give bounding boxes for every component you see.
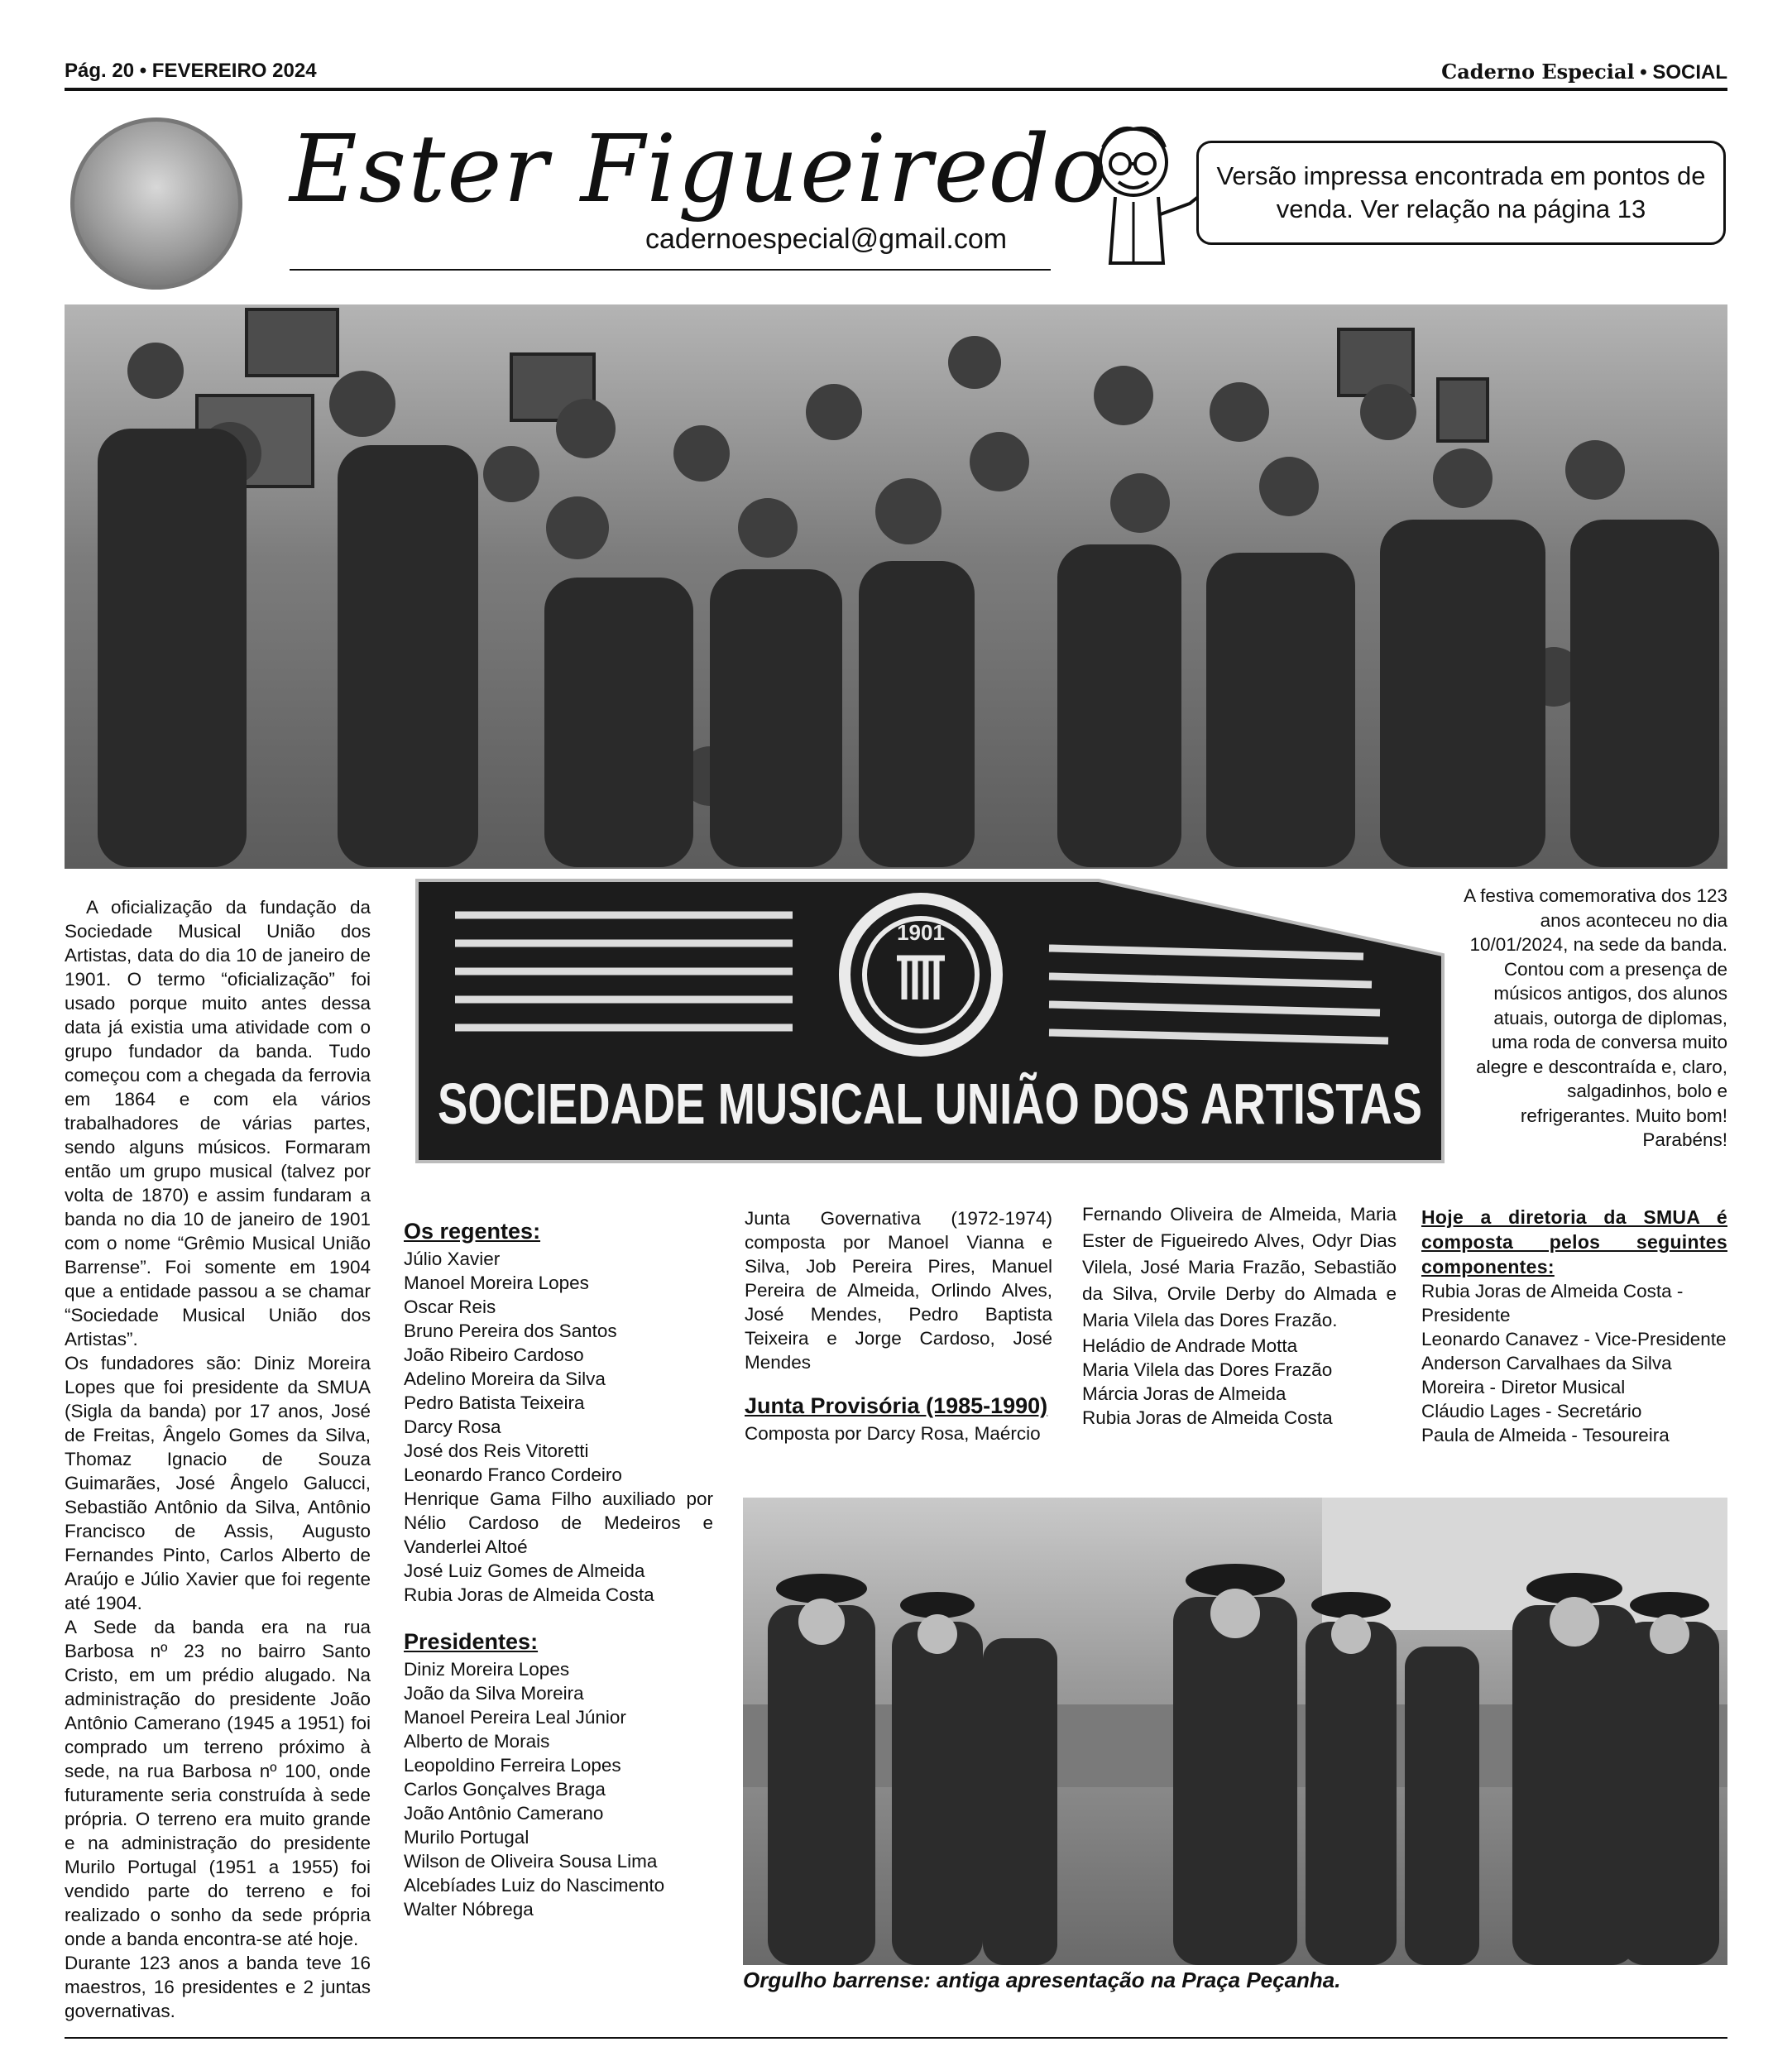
article-paragraph-4: Durante 123 anos a banda teve 16 maestros, 16 presidentes e 2 juntas governativas.	[65, 1953, 371, 2021]
lists-column	[404, 1220, 713, 1921]
page-info: Pág. 20 • FEVEREIRO 2024	[65, 60, 317, 82]
article-paragraph-2: Os fundadores são: Diniz Moreira Lopes que foi presidente da SMUA (Sigla da banda) por 17 anos, José de Freitas, Ângelo Gomes da Silva, Thomaz Ignacio de Souza Guimarães, José Ângelo Galucci, Sebastião Antônio da Silva, Antônio Francisco de Assis, Augusto Fernandes Pinto, Carlos Alberto de Araújo e Júlio Xavier que foi regente até 1904.	[65, 1353, 371, 1613]
columnist-email[interactable]: cadernoespecial@gmail.com	[645, 223, 1008, 255]
diretoria-column	[1421, 1205, 1727, 1447]
list-item: Rubia Joras de Almeida Costa - Presidente	[1421, 1281, 1684, 1325]
junta-governativa-text: Junta Governativa (1972-1974) composta por Manoel Vianna e Silva, Job Pereira Pires, Manuel Pereira de Almeida, Orlindo Alves, José Mendes, Pedro Baptista Teixeira e Jorge Cardoso, José Mendes	[745, 1208, 1052, 1373]
junta-continuation-column	[1082, 1201, 1397, 1430]
list-item: Paula de Almeida - Tesoureira	[1421, 1425, 1670, 1445]
junta-provisoria-members: Fernando Oliveira de Almeida, Maria Ester de Figueiredo Alves, Odyr Dias Vilela, José Maria Frazão, Sebastião da Silva, Orvile Derby do Almada e Maria Vilela das Dores Frazão.	[1082, 1204, 1397, 1330]
list-item: Márcia Joras de Almeida	[1082, 1383, 1287, 1404]
section-label	[1441, 60, 1727, 84]
columnist-rule	[290, 269, 1051, 271]
list-item: Heládio de Andrade Motta	[1082, 1335, 1298, 1356]
presidentes-list	[404, 1657, 713, 1921]
footer-rule	[65, 2037, 1727, 2039]
list-item: João Ribeiro Cardoso	[404, 1345, 584, 1365]
list-item: Manoel Pereira Leal Júnior	[404, 1707, 626, 1728]
list-item: Leopoldino Ferreira Lopes	[404, 1755, 621, 1776]
list-item: Wilson de Oliveira Sousa Lima	[404, 1851, 658, 1872]
list-item: Manoel Moreira Lopes	[404, 1273, 589, 1293]
list-item: Leonardo Franco Cordeiro	[404, 1464, 622, 1485]
junta-provisoria-heading: Junta Provisória (1985-1990)	[745, 1393, 1048, 1418]
list-item: Walter Nóbrega	[404, 1899, 534, 1920]
list-item: Alberto de Morais	[404, 1731, 550, 1752]
list-item: Alcebíades Luiz do Nascimento	[404, 1875, 665, 1896]
list-item: João Antônio Camerano	[404, 1803, 604, 1824]
article-column-1	[65, 895, 371, 2023]
diretoria-list	[1421, 1279, 1727, 1447]
list-item: José dos Reis Vitoretti	[404, 1440, 589, 1461]
list-item: Maria Vilela das Dores Frazão	[1082, 1359, 1333, 1380]
list-item: Carlos Gonçalves Braga	[404, 1779, 606, 1800]
list-item: Cláudio Lages - Secretário	[1421, 1401, 1642, 1421]
header-rule	[65, 88, 1727, 91]
list-item: Pedro Batista Teixeira	[404, 1393, 585, 1413]
list-item: Darcy Rosa	[404, 1416, 501, 1437]
list-item: Murilo Portugal	[404, 1827, 529, 1848]
print-version-callout: Versão impressa encontrada em pontos de venda. Ver relação na página 13	[1196, 141, 1726, 245]
list-item: José Luiz Gomes de Almeida	[404, 1560, 645, 1581]
band-photo-caption: Orgulho barrense: antiga apresentação na Praça Peçanha.	[743, 1968, 1341, 1992]
junta-provisoria-intro: Composta por Darcy Rosa, Maércio	[745, 1423, 1041, 1444]
band-photo	[743, 1498, 1727, 1965]
diretoria-heading: Hoje a diretoria da SMUA é composta pelos seguintes componentes:	[1421, 1206, 1727, 1277]
sign-photo	[412, 875, 1446, 1167]
article-paragraph-1: A oficialização da fundação da Sociedade Musical União dos Artistas, data do dia 10 de janeiro de 1901. O termo “oficialização” foi usado porque muito antes dessa data já existia uma atividade com o grupo fundador da banda. Tudo começou com a chegada da ferrovia em 1864 e com ela vários trabalhadores de várias partes, sendo alguns músicos. Formaram então um grupo musical (talvez por volta de 1870) e assim fundaram a banda no dia 10 de janeiro de 1901 com o nome “Grêmio Musical União Barrense”. Foi somente em 1904 que a entidade passou a se chamar “Sociedade Musical União dos Artistas”.	[65, 897, 371, 1349]
list-item: Júlio Xavier	[404, 1249, 501, 1269]
regentes-list	[404, 1247, 713, 1607]
columnist-portrait	[70, 117, 242, 290]
list-item: Leonardo Canavez - Vice-Presidente	[1421, 1329, 1727, 1349]
list-item: Anderson Carvalhaes da Silva Moreira - Diretor Musical	[1421, 1353, 1672, 1397]
list-item: Henrique Gama Filho auxiliado por Nélio Cardoso de Medeiros e Vanderlei Altoé	[404, 1488, 713, 1557]
group-photo	[65, 304, 1727, 869]
regentes-heading: Os regentes:	[404, 1219, 541, 1244]
juntas-column	[745, 1206, 1052, 1445]
group-photo-shapes	[65, 304, 1727, 869]
presidentes-extra-list	[1082, 1334, 1397, 1430]
presidentes-heading: Presidentes:	[404, 1629, 539, 1654]
sign-year: 1901	[897, 920, 945, 945]
section-name: • SOCIAL	[1640, 61, 1727, 84]
columnist-name: Ester Figueiredo	[290, 116, 1109, 223]
publication-name: Caderno Especial	[1441, 60, 1635, 84]
band-photo-shapes	[743, 1498, 1727, 1965]
mascot-illustration	[1082, 122, 1206, 270]
list-item: João da Silva Moreira	[404, 1683, 584, 1704]
list-item: Adelino Moreira da Silva	[404, 1369, 606, 1389]
article-paragraph-3: A Sede da banda era na rua Barbosa nº 23 no bairro Santo Cristo, em um prédio alugado. Na administração do presidente João Antônio Camerano (1945 a 1951) foi comprado um terreno próximo à sede, na rua Barbosa nº 100, onde futuramente seria construída à sede própria. O terreno era muito grande e na administração do presidente Murilo Portugal (1951 a 1955) foi vendido parte do terreno e foi realizado o sonho da sede própria onde a banda encontra-se até hoje.	[65, 1617, 371, 1949]
list-item: Diniz Moreira Lopes	[404, 1659, 570, 1680]
party-caption: A festiva comemorativa dos 123 anos aconteceu no dia 10/01/2024, na sede da banda. Contou com a presença de músicos antigos, dos alunos atuais, outorga de diplomas, uma roda de conversa muito alegre e descontraída e, claro, salgadinhos, bolo e refrigerantes. Muito bom! Parabéns!	[1464, 885, 1727, 1150]
list-item: Oscar Reis	[404, 1297, 496, 1317]
list-item: Bruno Pereira dos Santos	[404, 1321, 617, 1341]
list-item: Rubia Joras de Almeida Costa	[404, 1584, 654, 1605]
sign-text: SOCIEDADE MUSICAL UNIÃO DOS ARTISTAS	[438, 1071, 1422, 1136]
list-item: Rubia Joras de Almeida Costa	[1082, 1407, 1333, 1428]
